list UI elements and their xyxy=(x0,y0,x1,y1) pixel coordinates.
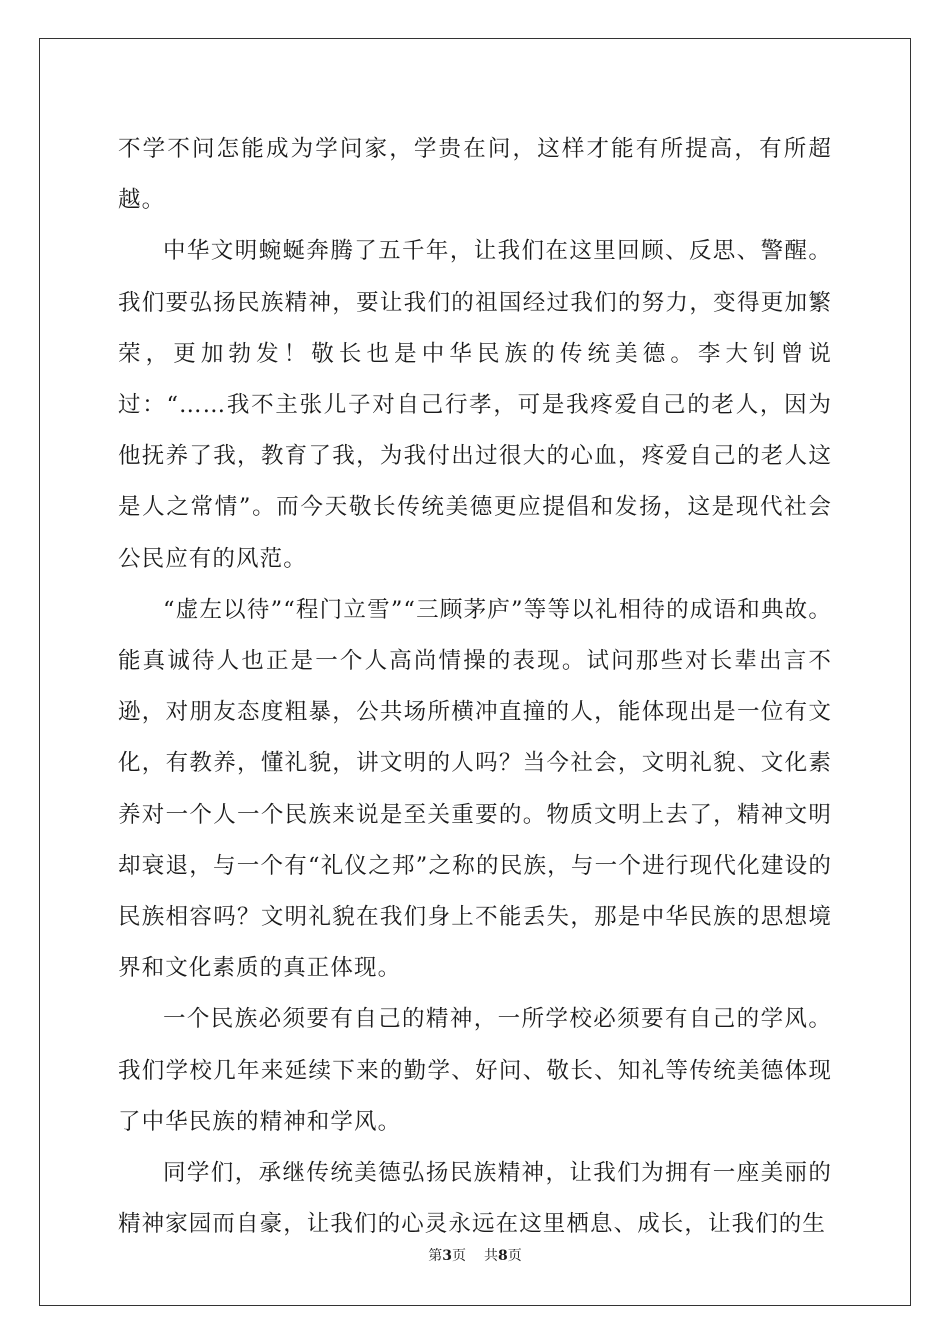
footer-page-suffix: 页 xyxy=(452,1248,466,1264)
current-page-number: 3 xyxy=(442,1248,452,1264)
paragraph: 同学们，承继传统美德弘扬民族精神，让我们为拥有一座美丽的精神家园而自豪，让我们的心灵永远在这里栖息、成长，让我们的生 xyxy=(118,1160,832,1238)
paragraph: “虚左以待”“程门立雪”“三顾茅庐”等等以礼相待的成语和典故。能真诚待人也正是一个人高尚情操的表现。试问那些对长辈出言不逊，对朋友态度粗暴，公共场所横冲直撞的人，能体现出是一位有文化，有教养，懂礼貌，讲文明的人吗？当今社会，文明礼貌、文化素养对一个人一个民族来说是至关重要的。物质文明上去了，精神文明却衰退，与一个有“礼仪之邦”之称的民族，与一个进行现代化建设的民族相容吗？文明礼貌在我们身上不能丢失，那是中华民族的思想境界和文化素质的真正体现。 xyxy=(118,596,832,982)
footer-total-suffix: 页 xyxy=(507,1248,522,1264)
footer-total-prefix: 共 xyxy=(484,1248,498,1264)
page-footer xyxy=(0,1245,950,1265)
footer-prefix: 第 xyxy=(428,1248,443,1264)
paragraph: 中华文明蜿蜒奔腾了五千年，让我们在这里回顾、反思、警醒。我们要弘扬民族精神，要让我们的祖国经过我们的努力，变得更加繁荣，更加勃发！敬长也是中华民族的传统美德。李大钊曾说过：“……我不主张儿子对自己行孝，可是我疼爱自己的老人，因为他抚养了我，教育了我，为我付出过很大的心血，疼爱自己的老人这是人之常情”。而今天敬长传统美德更应提倡和发扬，这是现代社会公民应有的风范。 xyxy=(118,238,832,572)
paragraph: 不学不问怎能成为学问家，学贵在问，这样才能有所提高，有所超越。 xyxy=(118,136,832,214)
paragraph: 一个民族必须要有自己的精神，一所学校必须要有自己的学风。我们学校几年来延续下来的勤学、好问、敬长、知礼等传统美德体现了中华民族的精神和学风。 xyxy=(118,1006,832,1135)
document-body xyxy=(118,124,832,1250)
total-pages-number: 8 xyxy=(498,1248,508,1264)
